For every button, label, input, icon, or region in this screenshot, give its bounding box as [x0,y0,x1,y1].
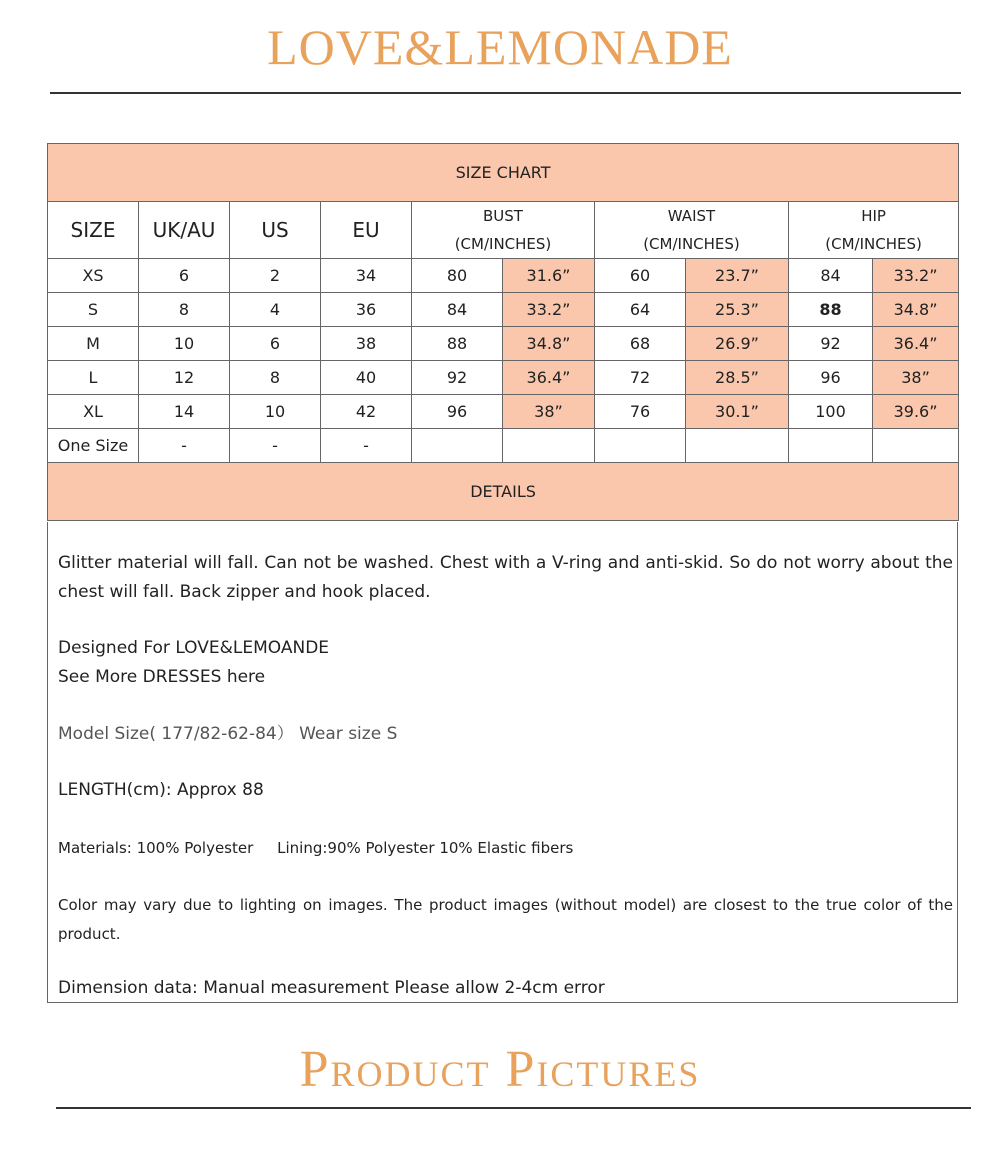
cell-bust-cm: 88 [412,327,503,361]
cell-size: One Size [48,429,139,463]
table-row [48,395,959,429]
cell-size: M [48,327,139,361]
cell-hip-in: 34.8” [873,293,959,327]
table-row [48,429,959,463]
header-us: US [230,202,321,259]
cell-hip-cm [789,429,873,463]
cell-bust-cm: 92 [412,361,503,395]
header-size: SIZE [48,202,139,259]
header-ukau: UK/AU [139,202,230,259]
header-waist-units: (CM/INCHES) [643,235,740,253]
cell-bust-in: 36.4” [503,361,595,395]
header-hip-label: HIP [861,207,886,225]
cell-eu: 38 [321,327,412,361]
cell-waist-in: 28.5” [686,361,789,395]
cell-ukau: 10 [139,327,230,361]
cell-ukau: - [139,429,230,463]
cell-eu: 34 [321,259,412,293]
cell-bust-in: 34.8” [503,327,595,361]
details-length: LENGTH(cm): Approx 88 [58,780,264,800]
cell-hip-cm: 84 [789,259,873,293]
details-model-size: Model Size( 177/82-62-84） Wear size S [58,724,398,744]
cell-waist-in: 26.9” [686,327,789,361]
cell-size: S [48,293,139,327]
cell-waist-in: 25.3” [686,293,789,327]
cell-us: 10 [230,395,321,429]
cell-waist-in: 30.1” [686,395,789,429]
details-designed-for: Designed For LOVE&LEMOANDE [58,638,330,658]
cell-eu: 42 [321,395,412,429]
cell-size: L [48,361,139,395]
cell-bust-in: 33.2” [503,293,595,327]
table-row [48,361,959,395]
size-chart-title: SIZE CHART [48,144,959,202]
bottom-divider [56,1107,971,1109]
cell-us: 8 [230,361,321,395]
cell-eu: 36 [321,293,412,327]
cell-bust-cm: 80 [412,259,503,293]
details-dimension: Dimension data: Manual measurement Please allow 2-4cm error [58,978,605,998]
header-waist [595,202,789,259]
cell-us: - [230,429,321,463]
brand-logo-title: LOVE&LEMONADE [267,19,733,75]
cell-hip-in: 39.6” [873,395,959,429]
details-title: DETAILS [48,463,959,521]
table-row [48,293,959,327]
cell-us: 2 [230,259,321,293]
cell-bust-in [503,429,595,463]
cell-waist-cm: 76 [595,395,686,429]
cell-ukau: 12 [139,361,230,395]
cell-hip-cm: 92 [789,327,873,361]
cell-eu: 40 [321,361,412,395]
table-row [48,327,959,361]
cell-bust-cm: 84 [412,293,503,327]
cell-waist-cm [595,429,686,463]
cell-bust-cm [412,429,503,463]
cell-ukau: 8 [139,293,230,327]
cell-bust-cm: 96 [412,395,503,429]
cell-hip-in: 38” [873,361,959,395]
cell-size: XL [48,395,139,429]
cell-us: 6 [230,327,321,361]
cell-waist-in [686,429,789,463]
cell-hip-cm: 88 [789,293,873,327]
details-description: Glitter material will fall. Can not be washed. Chest with a V-ring and anti-skid. So do not worry about the chest will fall. Back zipper and hook placed. [58,553,953,602]
cell-hip-in [873,429,959,463]
header-hip-units: (CM/INCHES) [825,235,922,253]
product-pictures-title: Product Pictures [299,1041,701,1098]
cell-ukau: 14 [139,395,230,429]
cell-bust-in: 31.6” [503,259,595,293]
cell-hip-in: 33.2” [873,259,959,293]
details-color-note: Color may vary due to lighting on images. The product images (without model) are closest to the true color of the product. [58,896,953,943]
cell-bust-in: 38” [503,395,595,429]
header-waist-label: WAIST [667,207,716,225]
header-hip [789,202,959,259]
top-divider [50,92,961,94]
cell-size: XS [48,259,139,293]
cell-waist-cm: 64 [595,293,686,327]
table-row [48,259,959,293]
details-panel [47,522,958,1003]
cell-waist-cm: 60 [595,259,686,293]
cell-eu: - [321,429,412,463]
header-bust [412,202,595,259]
header-bust-units: (CM/INCHES) [454,235,552,253]
cell-hip-in: 36.4” [873,327,959,361]
cell-waist-cm: 72 [595,361,686,395]
cell-waist-cm: 68 [595,327,686,361]
cell-ukau: 6 [139,259,230,293]
cell-hip-cm: 100 [789,395,873,429]
header-eu: EU [321,202,412,259]
cell-waist-in: 23.7” [686,259,789,293]
size-chart-table [47,143,959,521]
header-bust-label: BUST [483,207,523,225]
details-materials: Materials: 100% Polyester Lining:90% Polyester 10% Elastic fibers [58,839,574,857]
details-see-more: See More DRESSES here [58,667,266,687]
cell-hip-cm: 96 [789,361,873,395]
cell-us: 4 [230,293,321,327]
